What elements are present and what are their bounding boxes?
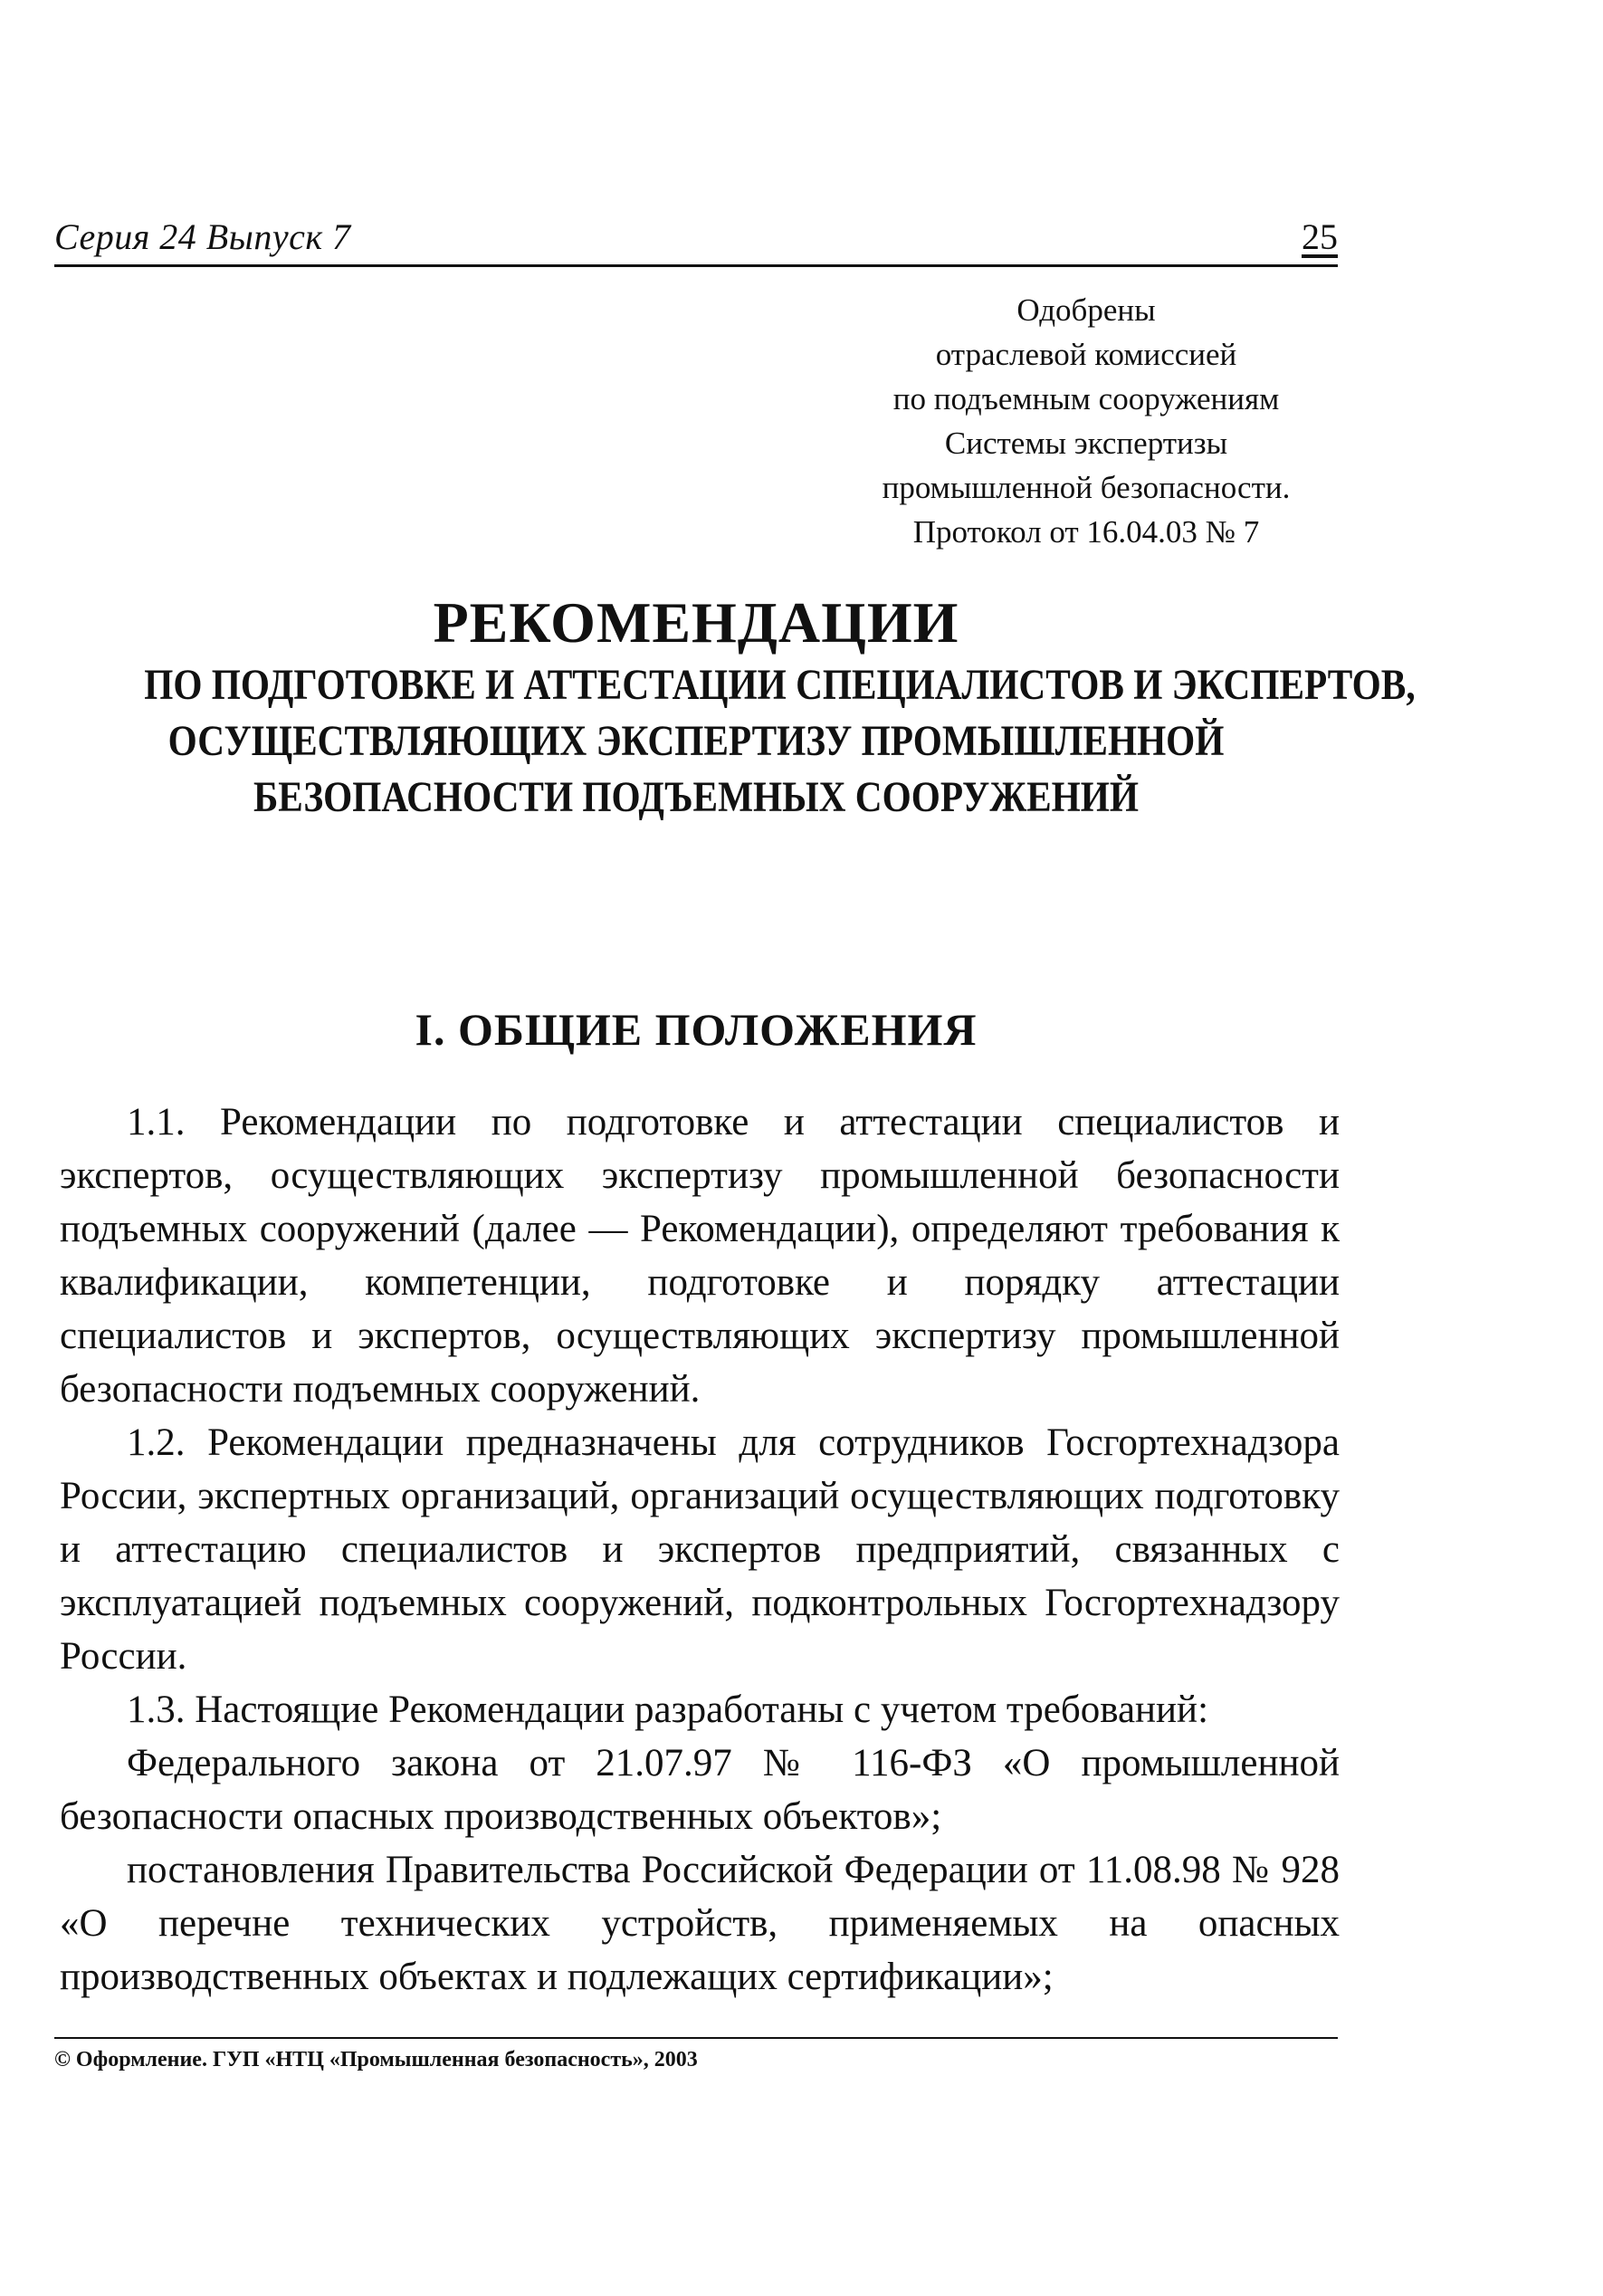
series-issue-label: Серия 24 Выпуск 7 xyxy=(54,216,351,257)
document-title xyxy=(54,588,1416,826)
approval-line: отраслевой комиссией xyxy=(935,337,1237,372)
approval-line: промышленной безопасности. xyxy=(882,470,1291,505)
approval-line: Системы экспертизы xyxy=(944,426,1228,461)
section-body xyxy=(60,1095,1340,2004)
section-heading: I. ОБЩИЕ ПОЛОЖЕНИЯ xyxy=(415,1004,978,1055)
approval-block xyxy=(806,288,1367,554)
paragraph-1-2: 1.2. Рекомендации предназначены для сотрудников Госгортехнадзора России, экспертных организаций, организаций осуществляющих подготовку и аттестацию специалистов и экспертов предприятий, связанных с эксплуатацией подъемных сооружений, подконтрольных Госгортехнадзору России. xyxy=(60,1421,1340,1678)
document-title-line: ПО ПОДГОТОВКЕ И АТТЕСТАЦИИ СПЕЦИАЛИСТОВ И ЭКСПЕРТОВ, xyxy=(144,661,1416,709)
paragraph-1-1: 1.1. Рекомендации по подготовке и аттестации специалистов и экспертов, осуществляющих экспертизу промышленной безопасности подъемных сооружений (далее — Рекомендации), определяют требования к квалификации, компетенции, подготовке и порядку аттестации специалистов и экспертов, осуществляющих экспертизу промышленной безопасности подъемных сооружений. xyxy=(60,1101,1340,1411)
approval-line: Одобрены xyxy=(1016,292,1156,328)
page-number: 25 xyxy=(1302,216,1338,257)
paragraph-1-3: 1.3. Настоящие Рекомендации разработаны с учетом требований: xyxy=(127,1689,1209,1731)
document-title-line: БЕЗОПАСНОСТИ ПОДЪЕМНЫХ СООРУЖЕНИЙ xyxy=(253,773,1140,821)
footer-divider xyxy=(54,2037,1338,2039)
paragraph-federal-law: Федерального закона от 21.07.97 № 116-ФЗ «О промышленной безопасности опасных производственных объектов»; xyxy=(60,1742,1340,1838)
paragraph-government-decree: постановления Правительства Российской Федерации от 11.08.98 № 928 «О перечне технических устройств, применяемых на опасных производственных объектах и подлежащих сертификации»; xyxy=(60,1849,1340,1998)
copyright-notice: © Оформление. ГУП «НТЦ «Промышленная безопасность», 2003 xyxy=(54,2048,698,2071)
approval-line: Протокол от 16.04.03 № 7 xyxy=(912,514,1260,550)
document-title-main: РЕКОМЕНДАЦИИ xyxy=(433,590,959,655)
document-title-line: ОСУЩЕСТВЛЯЮЩИХ ЭКСПЕРТИЗУ ПРОМЫШЛЕННОЙ xyxy=(167,717,1225,765)
approval-line: по подъемным сооружениям xyxy=(892,381,1280,416)
running-header xyxy=(54,210,1338,267)
